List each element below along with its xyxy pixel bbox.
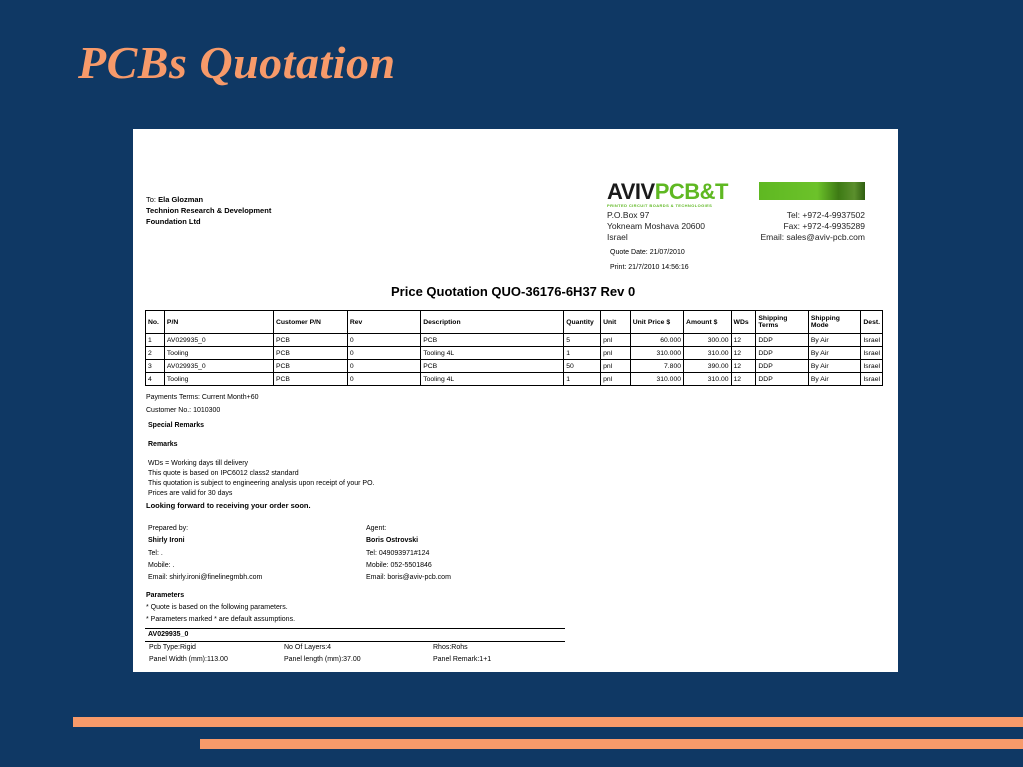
- cell-unit-price: 7.800: [630, 360, 683, 373]
- company-address: [607, 210, 705, 243]
- address-line2: Yokneam Moshava 20600: [607, 221, 705, 231]
- divider: [145, 628, 565, 629]
- cell-rev: 0: [347, 334, 420, 347]
- cell-wds: 12: [731, 373, 756, 386]
- customer-number: Customer No.: 1010300: [146, 407, 221, 414]
- cell-description: Tooling 4L: [421, 373, 564, 386]
- quote-dates: [610, 245, 689, 275]
- cell-amount: 310.00: [684, 347, 732, 360]
- cell-description: PCB: [421, 360, 564, 373]
- cell-customer-pn: PCB: [273, 360, 347, 373]
- header-description: Description: [421, 311, 564, 334]
- cell-no: 4: [146, 373, 165, 386]
- cell-customer-pn: PCB: [273, 373, 347, 386]
- header-shipping-terms: Shipping Terms: [756, 311, 808, 334]
- remark-line: This quote is based on IPC6012 class2 standard: [148, 470, 299, 477]
- param-layers: No Of Layers:4: [284, 644, 332, 651]
- slide-title: PCBs Quotation: [78, 37, 396, 88]
- agent-label: Agent:: [366, 525, 387, 532]
- header-pn: P/N: [164, 311, 273, 334]
- header-customer-pn: Customer P/N: [273, 311, 347, 334]
- prepared-by-block: [148, 523, 262, 584]
- logo-tagline: PRINTED CIRCUIT BOARDS & TECHNOLOGIES: [607, 203, 713, 208]
- prepared-label: Prepared by:: [148, 525, 189, 532]
- prepared-name: Shirly Ironi: [148, 537, 185, 544]
- cell-customer-pn: PCB: [273, 347, 347, 360]
- logo-pcbt: PCB&T: [654, 179, 728, 204]
- cell-shipping-mode: By Air: [808, 360, 861, 373]
- param-length: Panel length (mm):37.00: [284, 656, 361, 663]
- header-wds: WDs: [731, 311, 756, 334]
- decorative-stripe-top: [73, 717, 1023, 727]
- items-table: [145, 310, 883, 386]
- decorative-stripe-bottom: [200, 739, 1023, 749]
- cell-quantity: 1: [564, 373, 601, 386]
- cell-wds: 12: [731, 347, 756, 360]
- cell-shipping-terms: DDP: [756, 347, 808, 360]
- company-contact: [760, 210, 865, 243]
- cell-no: 2: [146, 347, 165, 360]
- parameters-note2: * Parameters marked * are default assumptions.: [146, 616, 296, 623]
- to-prefix: To:: [146, 195, 157, 204]
- agent-name: Boris Ostrovski: [366, 537, 419, 544]
- param-remark: Panel Remark:1+1: [433, 656, 492, 663]
- agent-email: Email: boris@aviv-pcb.com: [366, 574, 451, 581]
- cell-rev: 0: [347, 347, 420, 360]
- cell-pn: Tooling: [164, 373, 273, 386]
- header-no: No.: [146, 311, 165, 334]
- cell-amount: 310.00: [684, 373, 732, 386]
- param-rhos: Rhos:Rohs: [433, 644, 468, 651]
- cell-dest: Israel: [861, 373, 883, 386]
- special-remarks-heading: Special Remarks: [148, 422, 205, 429]
- company-fax: Fax: +972-4-9935289: [783, 221, 865, 231]
- header-amount: Amount $: [684, 311, 732, 334]
- parameters-part: AV029935_0: [148, 631, 189, 638]
- agent-mobile: Mobile: 052-5501846: [366, 562, 432, 569]
- cell-no: 3: [146, 360, 165, 373]
- cell-unit: pnl: [601, 334, 631, 347]
- quote-title: Price Quotation QUO-36176-6H37 Rev 0: [391, 284, 636, 299]
- cell-dest: Israel: [861, 360, 883, 373]
- remarks-list: [148, 459, 374, 499]
- cell-quantity: 1: [564, 347, 601, 360]
- print-date: Print: 21/7/2010 14:56:16: [610, 264, 689, 271]
- recipient-org-line2: Foundation Ltd: [146, 217, 201, 226]
- company-tel: Tel: +972-4-9937502: [786, 210, 865, 220]
- cell-pn: AV029935_0: [164, 360, 273, 373]
- logo-aviv: AVIV: [607, 179, 655, 204]
- parameters-heading: Parameters: [146, 592, 185, 599]
- param-width: Panel Width (mm):113.00: [149, 656, 228, 663]
- cell-unit: pnl: [601, 347, 631, 360]
- table-header-row: [146, 311, 883, 334]
- cell-unit-price: 310.000: [630, 347, 683, 360]
- cell-pn: AV029935_0: [164, 334, 273, 347]
- header-dest: Dest.: [861, 311, 883, 334]
- recipient-name: Ela Glozman: [158, 195, 204, 204]
- cell-shipping-mode: By Air: [808, 334, 861, 347]
- cell-unit: pnl: [601, 373, 631, 386]
- cell-no: 1: [146, 334, 165, 347]
- cell-amount: 300.00: [684, 334, 732, 347]
- quotation-document: [133, 129, 898, 672]
- cell-shipping-terms: DDP: [756, 373, 808, 386]
- cell-shipping-terms: DDP: [756, 334, 808, 347]
- header-quantity: Quantity: [564, 311, 601, 334]
- divider: [145, 641, 565, 642]
- header-unit-price: Unit Price $: [630, 311, 683, 334]
- recipient-org-line1: Technion Research & Development: [146, 206, 272, 215]
- quote-date: Quote Date: 21/07/2010: [610, 249, 685, 256]
- address-line1: P.O.Box 97: [607, 210, 650, 220]
- cell-dest: Israel: [861, 347, 883, 360]
- parameters-note1: * Quote is based on the following parameters.: [146, 604, 288, 611]
- cell-quantity: 5: [564, 334, 601, 347]
- param-pcb-type: Pcb Type:Rigid: [149, 644, 196, 651]
- header-unit: Unit: [601, 311, 631, 334]
- cell-wds: 12: [731, 334, 756, 347]
- cell-rev: 0: [347, 373, 420, 386]
- header-rev: Rev: [347, 311, 420, 334]
- cell-description: Tooling 4L: [421, 347, 564, 360]
- cell-customer-pn: PCB: [273, 334, 347, 347]
- recipient-block: [146, 194, 271, 227]
- prepared-mobile: Mobile: .: [148, 562, 175, 569]
- company-logo: [607, 181, 728, 208]
- cell-dest: Israel: [861, 334, 883, 347]
- address-line3: Israel: [607, 232, 628, 242]
- remark-line: This quotation is subject to engineering analysis upon receipt of your PO.: [148, 480, 375, 487]
- agent-block: [366, 523, 451, 584]
- cell-shipping-terms: DDP: [756, 360, 808, 373]
- remark-line: Prices are valid for 30 days: [148, 490, 233, 497]
- table-row: [146, 360, 883, 373]
- cell-unit-price: 60.000: [630, 334, 683, 347]
- closing-line: Looking forward to receiving your order soon.: [146, 501, 311, 510]
- cell-unit-price: 310.000: [630, 373, 683, 386]
- cell-shipping-mode: By Air: [808, 373, 861, 386]
- table-row: [146, 373, 883, 386]
- prepared-tel: Tel: .: [148, 550, 163, 557]
- cell-description: PCB: [421, 334, 564, 347]
- remarks-heading: Remarks: [148, 441, 178, 448]
- cell-quantity: 50: [564, 360, 601, 373]
- cell-rev: 0: [347, 360, 420, 373]
- remark-line: WDs = Working days till delivery: [148, 460, 249, 467]
- cell-unit: pnl: [601, 360, 631, 373]
- table-row: [146, 334, 883, 347]
- table-row: [146, 347, 883, 360]
- cell-shipping-mode: By Air: [808, 347, 861, 360]
- agent-tel: Tel: 049093971#124: [366, 550, 430, 557]
- prepared-email: Email: shirly.ironi@finelinegmbh.com: [148, 574, 263, 581]
- cell-pn: Tooling: [164, 347, 273, 360]
- header-shipping-mode: Shipping Mode: [808, 311, 861, 334]
- cell-wds: 12: [731, 360, 756, 373]
- payment-terms: Payments Terms: Current Month+60: [146, 394, 259, 401]
- company-email: Email: sales@aviv-pcb.com: [760, 232, 865, 242]
- logo-banner: [759, 182, 865, 200]
- cell-amount: 390.00: [684, 360, 732, 373]
